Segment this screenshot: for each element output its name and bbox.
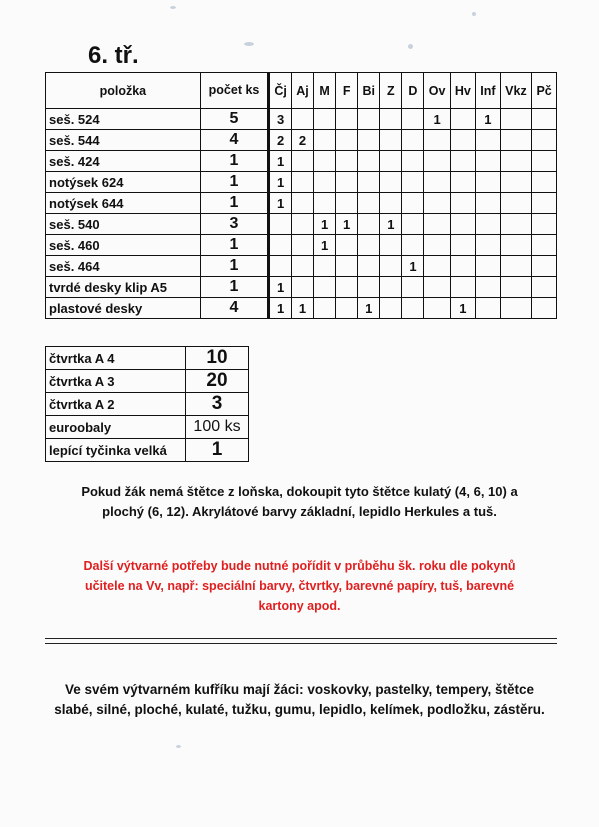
item-count: 4 [200,298,269,319]
subject-count-cell [291,235,313,256]
subject-count-cell [532,151,557,172]
subject-count-cell [424,298,450,319]
kit-note-line: slabé, silné, ploché, kulaté, tužku, gumu, lepidlo, kelímek, podložku, zástěru. [54,702,545,717]
subject-count-cell [476,172,501,193]
subject-header-pč: Pč [532,73,557,109]
subject-count-cell [314,130,336,151]
item-count: 100 ks [186,416,249,439]
subject-count-cell [380,193,402,214]
subject-count-cell [532,235,557,256]
red-note-line: kartony apod. [258,599,341,613]
table-row [46,172,557,193]
subject-count-cell [424,277,450,298]
subject-count-cell [450,256,475,277]
subject-count-cell [380,151,402,172]
subject-count-cell [450,172,475,193]
subject-count-cell [336,193,358,214]
subject-header-f: F [336,73,358,109]
table-row [46,151,557,172]
scan-speck [244,42,254,46]
item-name: seš. 544 [46,130,201,151]
header-item: položka [46,73,201,109]
item-name: tvrdé desky klip A5 [46,277,201,298]
item-name: seš. 524 [46,109,201,130]
subject-count-cell [314,298,336,319]
item-name: seš. 464 [46,256,201,277]
subject-count-cell: 1 [380,214,402,235]
subject-count-cell [476,151,501,172]
subject-count-cell [269,256,292,277]
subject-count-cell [424,256,450,277]
subject-count-cell [336,277,358,298]
subject-count-cell [380,235,402,256]
subject-count-cell [476,214,501,235]
item-count: 4 [200,130,269,151]
subject-count-cell [291,193,313,214]
item-name: euroobaly [46,416,186,439]
subject-count-cell [424,235,450,256]
subject-count-cell [358,256,380,277]
subject-count-cell [336,109,358,130]
table-row [46,109,557,130]
table-row [46,439,249,462]
subject-count-cell [424,151,450,172]
subject-header-inf: Inf [476,73,501,109]
subject-count-cell: 1 [269,193,292,214]
subject-count-cell [532,298,557,319]
subject-header-vkz: Vkz [500,73,532,109]
divider-line [45,643,557,644]
subject-count-cell [500,193,532,214]
red-note-line: učitele na Vv, např: speciální barvy, čtvrtky, barevné papíry, tuš, barevné [84,579,515,593]
subject-count-cell [450,130,475,151]
subject-count-cell [402,235,424,256]
item-name: seš. 424 [46,151,201,172]
subject-count-cell [402,277,424,298]
subject-count-cell: 1 [269,172,292,193]
item-name: čtvrtka A 3 [46,370,186,393]
subject-count-cell [402,130,424,151]
subject-count-cell [500,130,532,151]
subject-count-cell [500,277,532,298]
subject-count-cell [402,193,424,214]
subject-count-cell: 1 [314,235,336,256]
table-row [46,277,557,298]
subject-count-cell [291,256,313,277]
table-header-row [46,73,557,109]
subject-header-hv: Hv [450,73,475,109]
scan-speck [472,12,476,16]
subject-count-cell [358,151,380,172]
subject-count-cell [450,193,475,214]
subject-count-cell [476,277,501,298]
table-row [46,370,249,393]
subject-count-cell [336,172,358,193]
subject-count-cell [450,151,475,172]
subject-count-cell [336,151,358,172]
red-note-line: Další výtvarné potřeby bude nutné pořídit v průběhu šk. roku dle pokynů [83,559,516,573]
item-name: notýsek 624 [46,172,201,193]
subject-count-cell [358,130,380,151]
subject-count-cell [532,214,557,235]
subject-count-cell: 1 [476,109,501,130]
subject-count-cell [476,298,501,319]
item-count: 1 [186,439,249,462]
subject-count-cell [380,172,402,193]
brushes-note-line: plochý (6, 12). Akrylátové barvy základní, lepidlo Herkules a tuš. [102,504,497,519]
table-row [46,416,249,439]
item-count: 1 [200,235,269,256]
scan-speck [176,745,181,748]
supplies-table [45,72,557,319]
item-name: plastové desky [46,298,201,319]
kit-note-line: Ve svém výtvarném kufříku mají žáci: voskovky, pastelky, tempery, štětce [65,682,534,697]
subject-count-cell [500,151,532,172]
subject-count-cell [476,130,501,151]
subject-count-cell [402,109,424,130]
brushes-note [0,482,599,522]
item-count: 1 [200,172,269,193]
subject-count-cell [402,298,424,319]
item-count: 20 [186,370,249,393]
item-count: 1 [200,256,269,277]
subject-count-cell [314,256,336,277]
subject-count-cell [358,109,380,130]
subject-count-cell [291,214,313,235]
subject-count-cell [291,277,313,298]
subject-count-cell [380,256,402,277]
subject-count-cell [380,109,402,130]
table-row [46,193,557,214]
paper-supplies-table [45,346,249,462]
subject-count-cell [532,130,557,151]
subject-count-cell [336,235,358,256]
subject-header-ov: Ov [424,73,450,109]
subject-header-aj: Aj [291,73,313,109]
subject-count-cell [291,172,313,193]
subject-count-cell [476,235,501,256]
subject-count-cell [424,193,450,214]
item-name: seš. 540 [46,214,201,235]
subject-header-čj: Čj [269,73,292,109]
subject-count-cell [500,172,532,193]
subject-count-cell [314,172,336,193]
table-row [46,235,557,256]
item-name: čtvrtka A 2 [46,393,186,416]
item-count: 10 [186,347,249,370]
subject-count-cell: 2 [269,130,292,151]
subject-count-cell [476,193,501,214]
subject-header-bi: Bi [358,73,380,109]
subject-count-cell [314,109,336,130]
subject-count-cell [358,235,380,256]
subject-count-cell [532,256,557,277]
subject-header-m: M [314,73,336,109]
subject-count-cell [380,277,402,298]
table-row [46,214,557,235]
subject-count-cell [450,109,475,130]
scan-speck [408,44,413,49]
scan-speck [170,6,176,9]
table-row [46,256,557,277]
subject-count-cell [291,151,313,172]
subject-count-cell [402,151,424,172]
subject-count-cell [500,298,532,319]
item-name: čtvrtka A 4 [46,347,186,370]
subject-count-cell: 1 [269,277,292,298]
item-name: seš. 460 [46,235,201,256]
subject-count-cell [358,172,380,193]
subject-count-cell [500,256,532,277]
subject-count-cell [450,277,475,298]
subject-count-cell [358,193,380,214]
item-count: 3 [200,214,269,235]
subject-count-cell [269,235,292,256]
subject-count-cell [291,109,313,130]
table-row [46,130,557,151]
subject-count-cell: 1 [336,214,358,235]
subject-count-cell [424,130,450,151]
subject-count-cell [380,298,402,319]
item-count: 1 [200,277,269,298]
subject-count-cell [424,214,450,235]
subject-count-cell: 1 [424,109,450,130]
additional-supplies-note [0,556,599,616]
subject-count-cell: 1 [269,151,292,172]
item-count: 5 [200,109,269,130]
table-row [46,393,249,416]
subject-count-cell: 1 [402,256,424,277]
subject-count-cell [532,109,557,130]
subject-count-cell [532,193,557,214]
item-name: lepící tyčinka velká [46,439,186,462]
subject-count-cell [336,130,358,151]
subject-header-z: Z [380,73,402,109]
brushes-note-line: Pokud žák nemá štětce z loňska, dokoupit tyto štětce kulatý (4, 6, 10) a [81,484,518,499]
page-title: 6. tř. [88,42,139,69]
item-count: 1 [200,151,269,172]
subject-count-cell [314,277,336,298]
subject-count-cell [450,235,475,256]
subject-count-cell [358,214,380,235]
subject-count-cell [532,172,557,193]
subject-count-cell [424,172,450,193]
header-count: počet ks [200,73,269,109]
subject-count-cell: 1 [314,214,336,235]
subject-count-cell: 3 [269,109,292,130]
subject-count-cell [450,214,475,235]
art-kit-note [0,680,599,720]
divider-line [45,638,557,639]
subject-count-cell: 1 [358,298,380,319]
subject-count-cell: 1 [450,298,475,319]
subject-count-cell: 1 [269,298,292,319]
subject-header-d: D [402,73,424,109]
table-row [46,298,557,319]
table-row [46,347,249,370]
subject-count-cell [500,235,532,256]
subject-count-cell [314,193,336,214]
subject-count-cell [500,109,532,130]
subject-count-cell [336,256,358,277]
subject-count-cell [500,214,532,235]
subject-count-cell [380,130,402,151]
item-count: 1 [200,193,269,214]
subject-count-cell [314,151,336,172]
subject-count-cell [476,256,501,277]
subject-count-cell [336,298,358,319]
subject-count-cell [532,277,557,298]
subject-count-cell: 1 [291,298,313,319]
subject-count-cell [358,277,380,298]
subject-count-cell [269,214,292,235]
subject-count-cell: 2 [291,130,313,151]
item-name: notýsek 644 [46,193,201,214]
item-count: 3 [186,393,249,416]
subject-count-cell [402,214,424,235]
subject-count-cell [402,172,424,193]
